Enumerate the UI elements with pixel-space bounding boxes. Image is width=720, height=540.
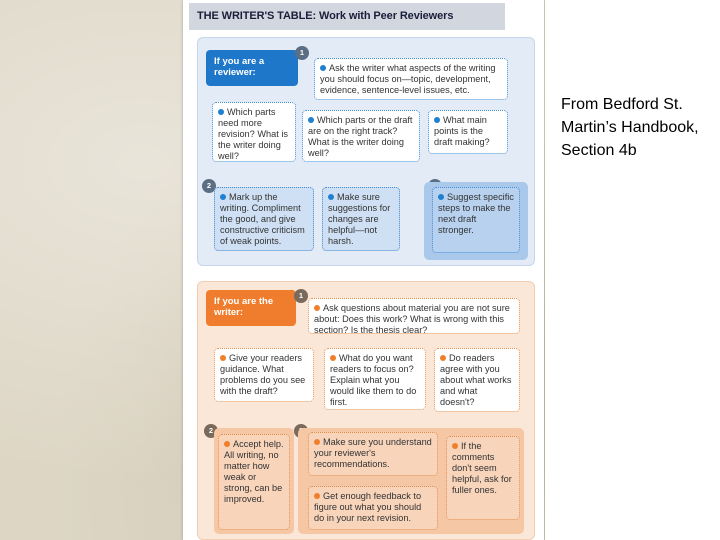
- writer-accept-box: [218, 434, 290, 530]
- bullet-icon: [218, 109, 224, 115]
- figure-title: THE WRITER'S TABLE: Work with Peer Reviewers: [189, 3, 505, 30]
- writer-focus-box: [324, 348, 426, 410]
- bullet-icon: [440, 355, 446, 361]
- writer-section: [197, 281, 535, 540]
- writer-agree-text: Do readers agree with you about what works and what doesn't?: [440, 353, 512, 407]
- bullet-icon: [330, 355, 336, 361]
- bullet-icon: [438, 194, 444, 200]
- reviewer-step-1: 1: [295, 46, 309, 60]
- reviewer-question-1-text: Which parts need more revision? What is the writer doing well?: [218, 107, 288, 161]
- reviewer-question-3-text: What main points is the draft making?: [434, 115, 490, 147]
- bullet-icon: [314, 439, 320, 445]
- writer-accept-text: Accept help. All writing, no matter how weak or strong, can be improved.: [224, 439, 284, 504]
- reviewer-suggestions-text: Make sure suggestions for changes are helpful—not harsh.: [328, 192, 391, 246]
- caption-panel: [545, 0, 720, 540]
- writer-understand-text: Make sure you understand your reviewer's recommendations.: [314, 437, 432, 469]
- writer-ask-box: [308, 298, 520, 334]
- writer-step-2: 2: [204, 424, 218, 438]
- reviewer-steps-box: [432, 187, 520, 253]
- writer-unhelpful-text: If the comments don't seem helpful, ask for fuller ones.: [452, 441, 512, 495]
- writer-guidance-text: Give your readers guidance. What problems do you see with the draft?: [220, 353, 306, 396]
- reviewer-markup-text: Mark up the writing. Compliment the good, and give constructive criticism of weak points.: [220, 192, 305, 246]
- writers-table-figure: [183, 0, 544, 540]
- writer-step-1: 1: [294, 289, 308, 303]
- reviewer-step-2: 2: [202, 179, 216, 193]
- bullet-icon: [308, 117, 314, 123]
- writer-label: If you are the writer:: [206, 290, 296, 326]
- bullet-icon: [314, 305, 320, 311]
- bullet-icon: [220, 355, 226, 361]
- reviewer-label: If you are a reviewer:: [206, 50, 298, 86]
- writer-focus-text: What do you want readers to focus on? Explain what you would like them to do first.: [330, 353, 417, 407]
- reviewer-ask-box: [314, 58, 508, 100]
- reviewer-suggestions-box: [322, 187, 400, 251]
- reviewer-ask-text: Ask the writer what aspects of the writing you should focus on—topic, development, evidence, sentence-level issues, etc.: [320, 63, 496, 95]
- bullet-icon: [220, 194, 226, 200]
- bullet-icon: [320, 65, 326, 71]
- reviewer-steps-text: Suggest specific steps to make the next draft stronger.: [438, 192, 514, 235]
- bullet-icon: [224, 441, 230, 447]
- reviewer-question-3: [428, 110, 508, 154]
- bullet-icon: [314, 493, 320, 499]
- writer-agree-box: [434, 348, 520, 412]
- reviewer-question-1: [212, 102, 296, 162]
- bullet-icon: [328, 194, 334, 200]
- writer-understand-box: [308, 432, 438, 476]
- writer-guidance-box: [214, 348, 314, 402]
- writer-ask-text: Ask questions about material you are not sure about: Does this work? What is wrong with this section? Is the thesis clear?: [314, 303, 510, 335]
- writer-feedback-box: [308, 486, 438, 530]
- writer-unhelpful-box: [446, 436, 520, 520]
- reviewer-question-2: [302, 110, 420, 162]
- reviewer-markup-box: [214, 187, 314, 251]
- reviewer-section: [197, 37, 535, 266]
- bullet-icon: [434, 117, 440, 123]
- reviewer-question-2-text: Which parts or the draft are on the right track? What is the writer doing well?: [308, 115, 413, 158]
- source-caption: From Bedford St. Martin’s Handbook, Section 4b: [561, 96, 699, 159]
- bullet-icon: [452, 443, 458, 449]
- writer-feedback-text: Get enough feedback to figure out what you should do in your next revision.: [314, 491, 422, 523]
